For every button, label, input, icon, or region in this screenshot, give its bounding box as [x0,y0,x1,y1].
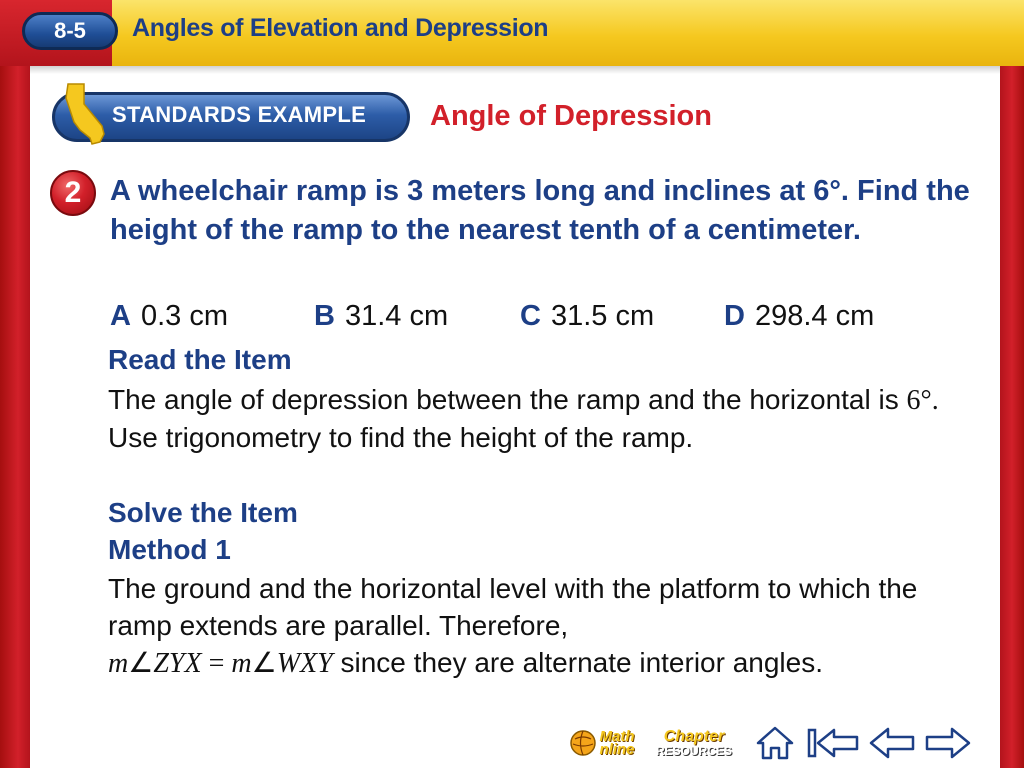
angle-symbol: ∠ [128,648,154,679]
first-slide-icon [806,726,860,760]
next-button[interactable] [922,718,974,768]
solve-item-text-main: The ground and the horizontal level with the platform to which the ramp extends are parallel. Therefore, [108,573,918,641]
home-icon [755,725,795,761]
math-label: Math [599,728,635,745]
choice-value: 31.5 cm [550,300,655,332]
choice-value: 31.4 cm [344,300,449,332]
choice-c [520,300,654,333]
choice-letter: A [110,300,131,332]
chapter-label: Chapter [663,727,725,745]
choice-letter: C [520,300,541,332]
read-item-heading: Read the Item [108,344,292,375]
angle-symbol: ∠ [251,648,277,679]
resources-label: RESOURCES [655,743,732,758]
home-button[interactable] [752,718,798,768]
choice-value: 298.4 cm [754,300,875,332]
lesson-title: Angles of Elevation and Depression [132,14,549,42]
example-number-badge [50,170,96,216]
previous-icon [868,726,916,760]
frame-right [1000,0,1024,768]
choice-letter: D [724,300,745,332]
angle-value: 6°. [906,385,939,416]
equals-sign: = [201,648,232,679]
solve-item-text-after: since they are alternate interior angles. [332,647,824,678]
math-zyx: ZYX [153,648,202,679]
lesson-number: 8-5 [54,18,86,43]
math-wxy: WXY [276,648,333,679]
online-label: nline [599,741,635,758]
choice-b [314,300,448,333]
solve-item-text [108,570,948,682]
header-shadow [30,66,1000,74]
lesson-number-badge [22,12,118,50]
frame-left [0,0,30,768]
chapter-resources-button[interactable] [644,718,744,768]
choice-a [110,300,228,333]
california-state-icon [62,82,110,150]
previous-button[interactable] [866,718,918,768]
question-text: A wheelchair ramp is 3 meters long and inclines at 6°. Find the height of the ramp to the nearest tenth of a centimeter. [110,175,970,246]
first-slide-button[interactable] [804,718,862,768]
read-item-text-after: Use trigonometry to find the height of the ramp. [108,422,694,453]
read-item-text-before: The angle of depression between the ramp and the horizontal is [108,384,907,415]
read-item-text [108,381,948,456]
method-heading: Method 1 [108,534,231,565]
globe-icon [569,729,597,757]
math-m: m [108,648,129,679]
bottom-nav [560,718,1000,768]
section-title: Angle of Depression [430,100,712,132]
choice-letter: B [314,300,335,332]
example-number: 2 [64,176,82,209]
standards-example-label: STANDARDS EXAMPLE [112,102,367,127]
math-online-button[interactable] [564,718,640,768]
next-icon [924,726,972,760]
choice-value: 0.3 cm [140,300,228,332]
math-m: m [231,648,252,679]
choice-d [724,300,874,333]
solve-item-heading: Solve the Item [108,497,298,528]
